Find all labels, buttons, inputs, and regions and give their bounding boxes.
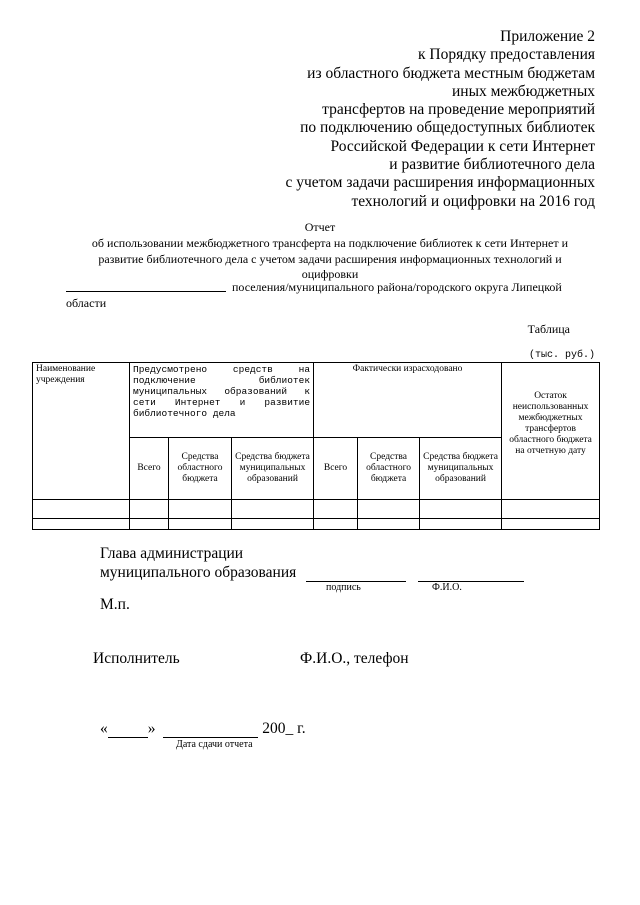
table-row: [33, 500, 600, 519]
executor-contact-label: Ф.И.О., телефон: [300, 650, 409, 667]
region-line: [66, 280, 601, 311]
table-cell[interactable]: [232, 500, 314, 519]
annex-line: к Порядку предоставления: [418, 46, 595, 64]
date-day-blank[interactable]: [108, 723, 148, 738]
header-planned-municipal: Средства бюджета муниципальных образований: [232, 438, 314, 500]
region-blank[interactable]: [66, 291, 226, 292]
table-label: Таблица: [527, 322, 570, 336]
report-table: [32, 362, 600, 530]
header-actual-regional: Средства областного бюджета: [358, 438, 420, 500]
table-cell[interactable]: [502, 500, 600, 519]
table-cell[interactable]: [314, 519, 358, 530]
annex-line: из областного бюджета местным бюджетам: [307, 64, 595, 82]
annex-line: трансфертов на проведение мероприятий: [322, 101, 595, 119]
executor-label: Исполнитель: [93, 650, 180, 667]
header-actual-municipal: Средства бюджета муниципальных образований: [420, 438, 502, 500]
table-cell[interactable]: [169, 519, 232, 530]
name-caption: Ф.И.О.: [432, 582, 462, 593]
table-cell[interactable]: [33, 519, 130, 530]
header-planned: Предусмотрено средств на подключение библиотек муниципальных образований к сети Интернет и развитие библиотечного дела: [130, 363, 314, 438]
date-year: 200_ г.: [262, 720, 306, 737]
head-title-line1: Глава администрации: [100, 545, 244, 562]
table-cell[interactable]: [169, 500, 232, 519]
table-cell[interactable]: [33, 500, 130, 519]
annex-line: Российской Федерации к сети Интернет: [330, 137, 595, 155]
table-cell[interactable]: [358, 500, 420, 519]
header-institution-name: Наименование учреждения: [33, 363, 130, 500]
annex-line: иных межбюджетных: [451, 82, 595, 100]
annex-line: по подключению общедоступных библиотек: [300, 119, 595, 137]
date-close-quote: »: [147, 720, 156, 737]
annex-line: технологий и оцифровки на 2016 год: [351, 192, 595, 210]
header-remainder: Остаток неиспользованных межбюджетных трансфертов областного бюджета на отчетную дату: [502, 363, 600, 500]
date-caption: Дата сдачи отчета: [176, 739, 253, 750]
table-row: [33, 519, 600, 530]
table-cell[interactable]: [130, 519, 169, 530]
table-cell[interactable]: [420, 519, 502, 530]
header-planned-regional: Средства областного бюджета: [169, 438, 232, 500]
date-month-blank[interactable]: [163, 723, 258, 738]
table-cell[interactable]: [130, 500, 169, 519]
signature-blank[interactable]: [306, 567, 406, 582]
header-actual: Фактически израсходовано: [314, 363, 502, 438]
date-line: [100, 720, 306, 738]
name-blank[interactable]: [418, 567, 524, 582]
stamp-label: М.п.: [100, 596, 130, 613]
header-planned-total: Всего: [130, 438, 169, 500]
table-cell[interactable]: [358, 519, 420, 530]
header-actual-total: Всего: [314, 438, 358, 500]
signature-caption: подпись: [326, 582, 361, 593]
annex-line: и развитие библиотечного дела: [389, 156, 595, 174]
annex-header: [235, 28, 595, 211]
table-units: (тыс. руб.): [528, 350, 595, 361]
annex-line: Приложение 2: [500, 28, 595, 45]
region-text: поселения/муниципального района/городского округа Липецкой области: [66, 280, 562, 310]
table-cell[interactable]: [232, 519, 314, 530]
table-cell[interactable]: [420, 500, 502, 519]
head-title-text: муниципального образования: [100, 564, 297, 581]
report-title: Отчет: [304, 220, 336, 234]
date-open-quote: «: [100, 720, 108, 737]
table-cell[interactable]: [314, 500, 358, 519]
annex-line: с учетом задачи расширения информационных: [285, 174, 595, 192]
head-title-line2: [100, 564, 524, 582]
table-cell[interactable]: [502, 519, 600, 530]
report-subtitle: об использовании межбюджетного трансферта на подключение библиотек к сети Интернет и развитие библиотечного дела с учетом задачи расширения информационных технологий и оцифровки: [91, 236, 569, 281]
